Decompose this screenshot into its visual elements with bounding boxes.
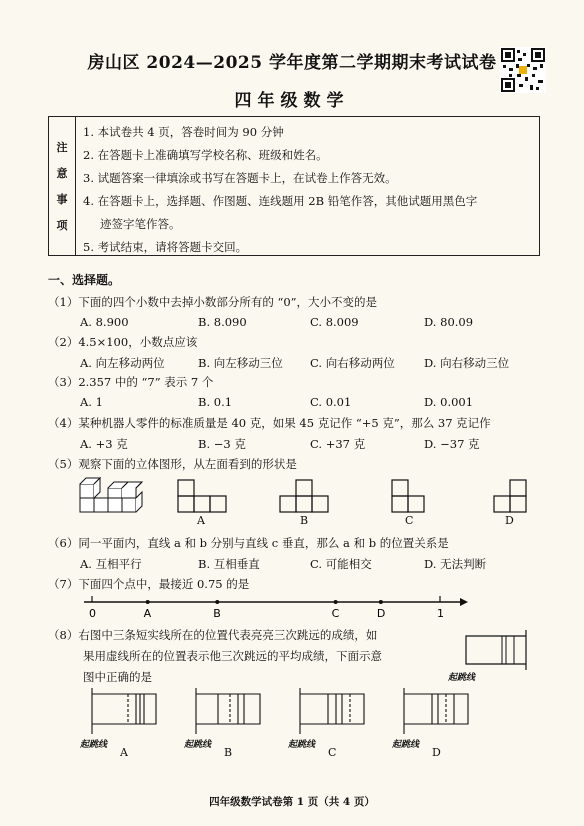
option-a: A. +3 克 [80,437,128,451]
note-item: 2. 在答题卡上准确填写学校名称、班级和姓名。 [83,148,328,162]
option-c: C. +37 克 [310,437,366,451]
option-a: A. 向左移动两位 [80,356,165,370]
option-b: B. 向左移动三位 [198,356,283,370]
option-c: C. 0.01 [310,395,352,409]
option-b: B. 0.1 [198,395,233,409]
option-b: B. 互相垂直 [198,557,260,571]
jump-line-label: 起跳线 [448,673,476,683]
figure-label-d: D [505,514,514,527]
question-stem: （2）4.5×100，小数点应该 [48,335,198,349]
question-stem: （1）下面的四个小数中去掉小数部分所有的 “0”，大小不变的是 [48,295,378,309]
number-line-point [215,600,219,604]
option-d: D. 向右移动三位 [424,356,510,370]
note-item: 迹签字笔作答。 [100,217,181,231]
option-a: A. 互相平行 [80,557,142,571]
page-title: 房山区 2024—2025 学年度第二学期期末考试试卷 [87,53,497,73]
note-item: 1. 本试卷共 4 页，答卷时间为 90 分钟 [83,125,284,139]
page-subtitle: 四年级数学 [234,91,350,111]
cube-stack-figure [80,478,142,512]
notes-box [48,116,540,256]
page-footer: 四年级数学试卷第 1 页（共 4 页） [209,796,375,808]
number-line-point [379,600,383,604]
option-d: D. 80.09 [424,315,474,329]
number-line-point-label: C [331,607,340,620]
number-line-point [146,600,150,604]
section-title: 一、选择题。 [48,273,121,287]
option-d: D. 无法判断 [424,557,487,571]
question-stem: （4）某种机器人零件的标准质量是 40 克，如果 45 克记作 “+5 克”，那么 37 克记作 [48,416,491,430]
question-stem: （6）同一平面内，直线 a 和 b 分别与直线 c 垂直，那么 a 和 b 的位置关系是 [48,536,449,550]
number-line-point [334,600,338,604]
number-line [80,592,470,622]
question-stem-line: 果用虚线所在的位置表示他三次跳远的平均成绩，下面示意 [83,649,382,663]
figure-label-b: B [224,746,233,759]
figure-label-a: A [120,746,128,759]
question-stem-line: 图中正确的是 [83,670,152,684]
option-a: A. 8.900 [80,315,129,329]
jump-line-label: 起跳线 [80,740,108,750]
jump-line-label: 起跳线 [392,740,420,750]
note-item: 4. 在答题卡上，选择题、作图题、连线题用 2B 铅笔作答，其他试题用黑色字 [83,194,478,208]
option-c: C. 8.009 [310,315,359,329]
note-item: 3. 试题答案一律填涂或书写在答题卡上，在试卷上作答无效。 [83,171,397,185]
question-stem: （5）观察下面的立体图形，从左面看到的形状是 [48,457,297,471]
number-line-start: 0 [89,607,96,620]
option-d: D. −37 克 [424,437,480,451]
number-line-point-label: A [143,607,152,620]
question-stem: （3）2.357 中的 “7” 表示 7 个 [48,375,214,389]
option-c: C. 可能相交 [310,557,372,571]
figure-label-d: D [432,746,441,759]
option-d: D. 0.001 [424,395,474,409]
option-a: A. 1 [80,395,103,409]
option-c: C. 向右移动两位 [310,356,395,370]
note-item: 5. 考试结束，请将答题卡交回。 [83,240,248,254]
number-line-point-label: B [213,607,221,620]
jump-line-label: 起跳线 [288,740,316,750]
figure-label-c: C [328,746,337,759]
jump-line-label: 起跳线 [184,740,212,750]
question-stem-line: （8）右图中三条短实线所在的位置代表亮亮三次跳远的成绩，如 [48,628,378,642]
notes-side-label: 注 意 事 项 [49,117,76,255]
question-stem: （7）下面四个点中，最接近 0.75 的是 [48,577,250,591]
q8-option-figures [80,684,480,744]
figure-label-c: C [405,514,414,527]
option-b: B. −3 克 [198,437,246,451]
option-b: B. 8.090 [198,315,247,329]
number-line-end: 1 [437,607,444,620]
figure-label-b: B [300,514,309,527]
number-line-point-label: D [376,607,386,620]
figure-label-a: A [197,514,205,527]
